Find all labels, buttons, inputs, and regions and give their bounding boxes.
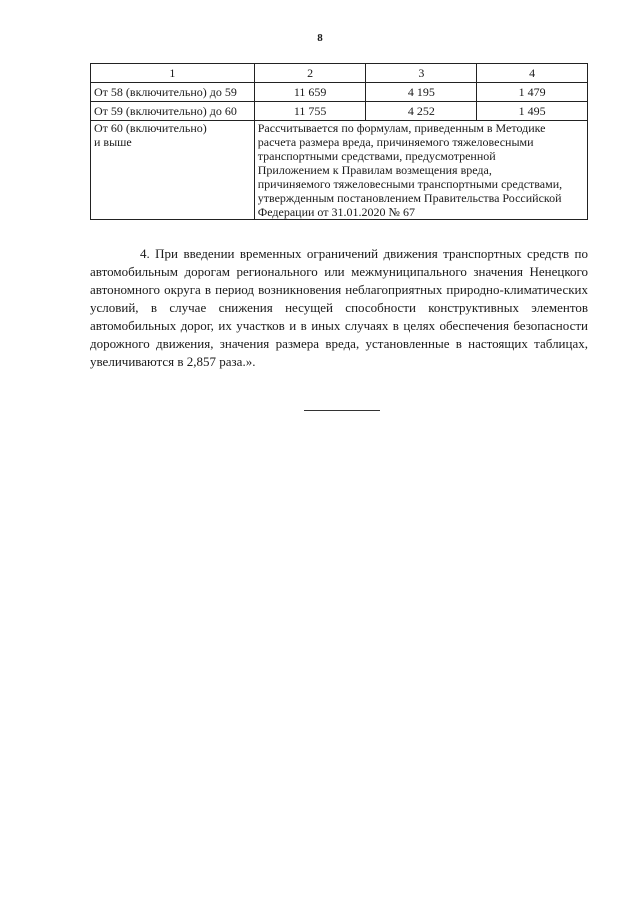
- table-row: [91, 83, 588, 102]
- row-label: От 58 (включительно) до 59: [91, 83, 255, 102]
- header-cell: 2: [254, 64, 366, 83]
- formula-note-line: Федерации от 31.01.2020 № 67: [257, 205, 415, 219]
- table-row-formula: [91, 121, 588, 220]
- header-cell: 4: [477, 64, 588, 83]
- formula-note-line: расчета размера вреда, причиняемого тяжеловесными: [257, 135, 534, 149]
- table-cell: 11 659: [254, 83, 366, 102]
- row-label-line: и выше: [94, 135, 132, 149]
- table-cell: 4 252: [366, 102, 477, 121]
- end-divider: [304, 410, 380, 411]
- table-cell: 11 755: [254, 102, 366, 121]
- table-cell: 4 195: [366, 83, 477, 102]
- table-cell: 1 479: [477, 83, 588, 102]
- formula-note-line: Приложением к Правилам возмещения вреда,: [257, 163, 492, 177]
- header-cell: 3: [366, 64, 477, 83]
- formula-note-line: Рассчитывается по формулам, приведенным в Методике: [257, 121, 546, 135]
- table-header-row: [91, 64, 588, 83]
- formula-note-cell: [254, 121, 587, 220]
- formula-note-line: утвержденным постановлением Правительства Российской: [257, 191, 562, 205]
- page-number: 8: [317, 32, 323, 44]
- formula-note-line: транспортными средствами, предусмотренной: [257, 149, 496, 163]
- table-row: [91, 102, 588, 121]
- row-label: От 59 (включительно) до 60: [91, 102, 255, 121]
- row-label-line: От 60 (включительно): [94, 121, 207, 135]
- table-cell: 1 495: [477, 102, 588, 121]
- header-cell: 1: [91, 64, 255, 83]
- row-label: [91, 121, 255, 220]
- damage-rates-table: [90, 63, 588, 220]
- clause-4-paragraph: 4. При введении временных ограничений движения транспортных средств по автомобильным дорогам регионального или межмуниципального значения Ненецкого автономного округа в период возникновения неблагоприятных природно-климатических условий, в случае снижения несущей способности конструктивных элементов автомобильных дорог, их участков и в иных случаях в целях обеспечения безопасности дорожного движения, значения размера вреда, установленные в настоящих таблицах, увеличиваются в 2,857 раза.».: [90, 246, 588, 369]
- formula-note-line: причиняемого тяжеловесными транспортными средствами,: [257, 177, 563, 191]
